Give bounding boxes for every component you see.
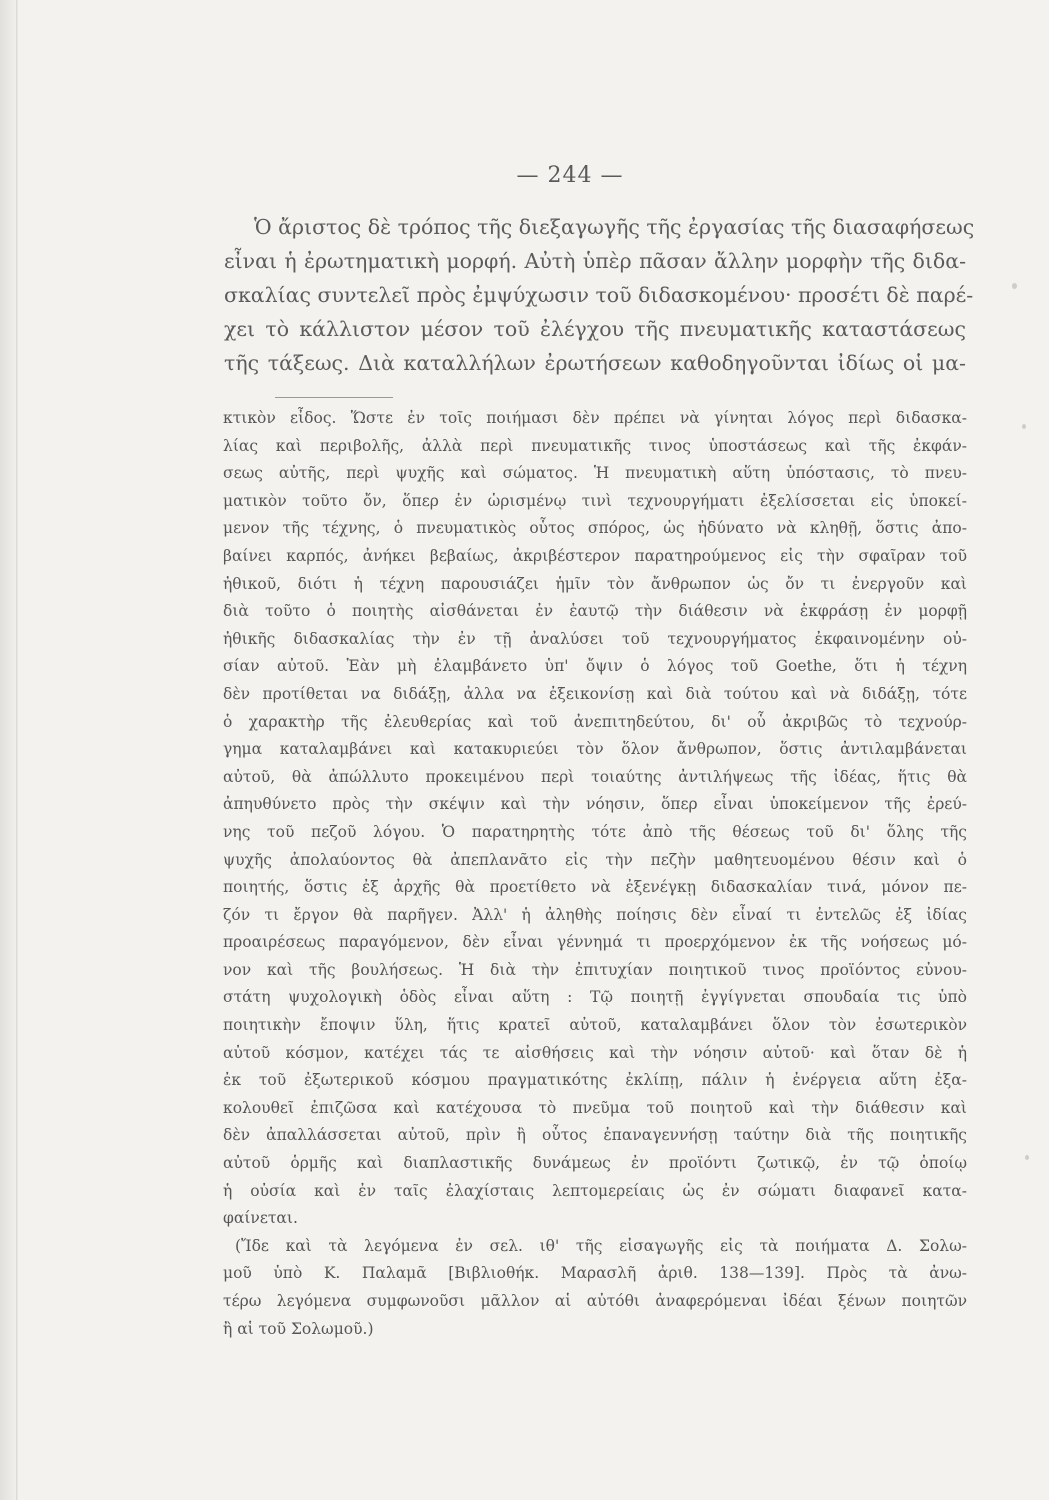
footnote-line: ψυχῆς ἀπολαύοντος θὰ ἀπεπλανᾶτο εἰς τὴν πεζὴν μαθητευομένου θέσιν καὶ ὁ (223, 850, 967, 869)
footnote-line: σεως αὐτῆς, περὶ ψυχῆς καὶ σώματος. Ἡ πνευματικὴ αὕτη ὑπόστασις, τὸ πνευ- (223, 464, 967, 483)
footnote-line: σίαν αὐτοῦ. Ἐὰν μὴ ἐλαμβάνετο ὑπ' ὄψιν ὁ λόγος τοῦ Goethe, ὅτι ἡ τέχνη (223, 657, 967, 676)
footnote-line: δὲν προτίθεται να διδάξῃ, ἀλλα να ἐξεικονίσῃ καὶ διὰ τούτου καὶ νὰ διδάξῃ, τότε (223, 684, 967, 703)
footnote-line: διὰ τοῦτο ὁ ποιητὴς αἰσθάνεται ἐν ἑαυτῷ τὴν διάθεσιν νὰ ἐκφράσῃ ἐν μορφῇ (223, 602, 967, 621)
footnote-line: νον καὶ τῆς βουλήσεως. Ἡ διὰ τὴν ἐπιτυχίαν ποιητικοῦ τινος προϊόντος εὐνου- (223, 960, 967, 979)
footnote-separator-rule (275, 397, 393, 398)
footnote-line: ἢ αἱ τοῦ Σολωμοῦ.) (223, 1319, 374, 1338)
footnote-line: μενον τῆς τέχνης, ὁ πνευματικὸς οὗτος σπόρος, ὡς ἠδύνατο νὰ κληθῇ, ὅστις ἀπο- (223, 519, 967, 538)
footnote-line: δὲν ἀπαλλάσσεται αὐτοῦ, πρὶν ἢ οὗτος ἐπαναγεννήσῃ ταύτην διὰ τῆς ποιητικῆς (223, 1126, 967, 1145)
main-line: σκαλίας συντελεῖ πρὸς ἐμψύχωσιν τοῦ διδασκομένου· προσέτι δὲ παρέ- (224, 283, 974, 307)
main-paragraph (224, 210, 975, 380)
footnote-line: μοῦ ὑπὸ Κ. Παλαμᾶ [Βιβλιοθήκ. Μαρασλῆ ἀριθ. 138—139]. Πρὸς τὰ ἀνω- (223, 1264, 967, 1283)
main-line: εἶναι ἡ ἐρωτηματικὴ μορφή. Αὐτὴ ὑπὲρ πᾶσαν ἄλλην μορφὴν τῆς διδα- (224, 249, 966, 273)
footnote-line: βαίνει καρπός, ἀνήκει βεβαίως, ἀκριβέστερον παρατηρούμενος εἰς τὴν σφαῖραν τοῦ (223, 546, 967, 565)
footnote-line: στάτη ψυχολογικὴ ὁδὸς εἶναι αὕτη : Τῷ ποιητῇ ἐγγίγνεται σπουδαία τις ὑπὸ (223, 988, 967, 1007)
page-gutter-line (16, 0, 18, 1500)
footnote-line: φαίνεται. (223, 1209, 298, 1228)
footnote-line: λίας καὶ περιβολῆς, ἀλλὰ περὶ πνευματικῆς τινος ὑποστάσεως καὶ τῆς ἐκφάν- (223, 436, 967, 455)
footnote-line: ἀπηυθύνετο πρὸς τὴν σκέψιν καὶ τὴν νόησιν, ὅπερ εἶναι ὑποκείμενον τῆς ἐρεύ- (223, 795, 967, 814)
footnote-line: (Ἴδε καὶ τὰ λεγόμενα ἐν σελ. ιθ' τῆς εἰσαγωγῆς εἰς τὰ ποιήματα Δ. Σολω- (235, 1236, 967, 1255)
footnote-line: τέρω λεγόμενα συμφωνοῦσι μᾶλλον αἱ αὐτόθι ἀναφερόμεναι ἰδέαι ξένων ποιητῶν (223, 1292, 967, 1310)
footnote-line: ἡ οὐσία καὶ ἐν ταῖς ἐλαχίσταις λεπτομερείαις ὡς ἐν σώματι διαφανεῖ κατα- (223, 1181, 967, 1200)
footnote-line: γημα καταλαμβάνει καὶ κατακυριεύει τὸν ὅλον ἄνθρωπον, ὅστις ἀντιλαμβάνεται (223, 740, 967, 759)
footnote-line: κολουθεῖ ἐπιζῶσα καὶ κατέχουσα τὸ πνεῦμα τοῦ ποιητοῦ καὶ τὴν διάθεσιν καὶ (223, 1098, 967, 1117)
footnote-line: ζόν τι ἔργον θὰ παρῆγεν. Ἀλλ' ἡ ἀληθὴς ποίησις δὲν εἶναί τι ἐντελῶς ἐξ ἰδίας (223, 905, 967, 924)
footnote-line: προαιρέσεως παραγόμενον, δὲν εἶναι γέννημά τι προερχόμενον ἐκ τῆς νοήσεως μό- (223, 933, 967, 952)
footnote-line: ποιητικὴν ἔποψιν ὕλη, ἥτις κρατεῖ αὐτοῦ, καταλαμβάνει ὅλον τὸν ἐσωτερικὸν (223, 1016, 967, 1035)
footnote-block (223, 405, 967, 1343)
footnote-line: αὐτοῦ κόσμον, κατέχει τάς τε αἰσθήσεις καὶ τὴν νόησιν αὐτοῦ· καὶ ὅταν δὲ ἡ (223, 1043, 967, 1062)
footnote-line: ὁ χαρακτὴρ τῆς ἐλευθερίας καὶ τοῦ ἀνεπιτηδεύτου, δι' οὗ ἀκριβῶς τὸ τεχνούρ- (223, 712, 967, 731)
footnote-line: ἐκ τοῦ ἐξωτερικοῦ κόσμου πραγματικότης ἐκλίπῃ, πάλιν ἡ ἐνέργεια αὕτη ἐξα- (223, 1071, 967, 1090)
footnote-line: αὐτοῦ ὁρμῆς καὶ διαπλαστικῆς δυνάμεως ἐν προϊόντι ζωτικῷ, ἐν τῷ ὁποίῳ (223, 1154, 967, 1173)
footnote-line: κτικὸν εἶδος. Ὥστε ἐν τοῖς ποιήμασι δὲν πρέπει νὰ γίνηται λόγος περὶ διδασκα- (223, 409, 967, 427)
footnote-line: αὐτοῦ, θὰ ἀπώλλυτο προκειμένου περὶ τοιαύτης ἀντιλήψεως τῆς ἰδέας, ἥτις θὰ (223, 767, 967, 786)
paper-speck (1012, 283, 1017, 289)
page-gutter-shadow (0, 0, 16, 1500)
footnote-line: ἠθικοῦ, διότι ἡ τέχνη παρουσιάζει ἡμῖν τὸν ἄνθρωπον ὡς ὄν τι ἐνεργοῦν καὶ (223, 574, 967, 593)
footnote-line: ματικὸν τοῦτο ὄν, ὅπερ ἐν ὡρισμένῳ τινὶ τεχνουργήματι ἐξελίσσεται εἰς ὑποκεί- (223, 491, 967, 510)
footnote-line: ἠθικῆς διδασκαλίας τὴν ἐν τῇ ἀναλύσει τοῦ τεχνουργήματος ἐκφαινομένην οὐ- (223, 629, 967, 648)
main-line: τῆς τάξεως. Διὰ καταλλήλων ἐρωτήσεων καθοδηγοῦνται ἰδίως οἱ μα- (224, 351, 966, 375)
paper-speck (1022, 424, 1026, 429)
paper-speck (1025, 1155, 1029, 1160)
main-line: χει τὸ κάλλιστον μέσον τοῦ ἐλέγχου τῆς πνευματικῆς καταστάσεως (224, 317, 966, 341)
footnote-line: ποιητής, ὅστις ἐξ ἀρχῆς θὰ προετίθετο νὰ ἐξενέγκῃ διδασκαλίαν τινά, μόνον πε- (223, 878, 967, 897)
footnote-line: νης τοῦ πεζοῦ λόγου. Ὁ παρατηρητὴς τότε ἀπὸ τῆς θέσεως τοῦ δι' ὅλης τῆς (223, 822, 967, 841)
page-number: — 244 — (516, 163, 624, 188)
main-line: Ὁ ἄριστος δὲ τρόπος τῆς διεξαγωγῆς τῆς ἐργασίας τῆς διασαφήσεως (254, 215, 975, 239)
